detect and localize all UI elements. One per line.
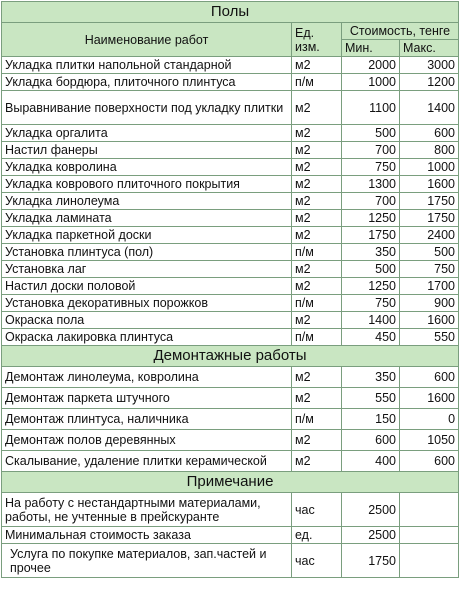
cell-unit: п/м: [292, 409, 342, 430]
cell-max: [400, 527, 459, 544]
cell-min: 1100: [342, 91, 400, 125]
cell-unit: м2: [292, 142, 342, 159]
cell-name: Выравнивание поверхности под укладку плитки: [2, 91, 292, 125]
cell-unit: м2: [292, 430, 342, 451]
demolition-rows: [2, 367, 459, 472]
cell-name: Установка плинтуса (пол): [2, 244, 292, 261]
cell-name: Окраска лакировка плинтуса: [2, 329, 292, 346]
cell-min: 750: [342, 295, 400, 312]
cell-name: Скалывание, удаление плитки керамической: [2, 451, 292, 472]
table-row: [2, 74, 459, 91]
cell-min: 1400: [342, 312, 400, 329]
table-row: [2, 91, 459, 125]
table-row: [2, 367, 459, 388]
table-row: [2, 527, 459, 544]
column-header-cost: Стоимость, тенге: [342, 23, 459, 40]
cell-max: 900: [400, 295, 459, 312]
cell-max: 1750: [400, 210, 459, 227]
cell-name: Настил доски половой: [2, 278, 292, 295]
cell-min: 750: [342, 159, 400, 176]
column-header-min: Мин.: [342, 40, 400, 57]
table-row: [2, 451, 459, 472]
cell-name: На работу с нестандартными материалами, работы, не учтенные в прейскуранте: [2, 493, 292, 527]
cell-unit: час: [292, 544, 342, 578]
cell-unit: п/м: [292, 74, 342, 91]
cell-max: 1400: [400, 91, 459, 125]
cell-max: 1200: [400, 74, 459, 91]
cell-min: 500: [342, 261, 400, 278]
table-row: [2, 409, 459, 430]
cell-unit: м2: [292, 176, 342, 193]
cell-unit: м2: [292, 451, 342, 472]
cell-min: 700: [342, 193, 400, 210]
table-row: [2, 57, 459, 74]
cell-unit: ед.: [292, 527, 342, 544]
cell-unit: п/м: [292, 244, 342, 261]
cell-name: Укладка оргалита: [2, 125, 292, 142]
cell-max: [400, 493, 459, 527]
cell-min: 150: [342, 409, 400, 430]
cell-max: 3000: [400, 57, 459, 74]
column-header-row: [2, 23, 459, 40]
cell-max: 600: [400, 125, 459, 142]
cell-min: 500: [342, 125, 400, 142]
cell-min: 550: [342, 388, 400, 409]
notes-rows: [2, 493, 459, 578]
cell-name: Демонтаж паркета штучного: [2, 388, 292, 409]
cell-unit: час: [292, 493, 342, 527]
cell-unit: м2: [292, 210, 342, 227]
cell-min: 2500: [342, 493, 400, 527]
cell-name: Демонтаж линолеума, ковролина: [2, 367, 292, 388]
table-row: [2, 329, 459, 346]
column-header-name: Наименование работ: [2, 23, 292, 57]
cell-min: 1250: [342, 278, 400, 295]
cell-name: Демонтаж полов деревянных: [2, 430, 292, 451]
cell-unit: м2: [292, 227, 342, 244]
cell-min: 1750: [342, 227, 400, 244]
cell-min: 350: [342, 244, 400, 261]
cell-max: [400, 544, 459, 578]
table-row: [2, 430, 459, 451]
cell-min: 2500: [342, 527, 400, 544]
cell-max: 600: [400, 451, 459, 472]
cell-name: Укладка ковролина: [2, 159, 292, 176]
cell-min: 700: [342, 142, 400, 159]
cell-min: 400: [342, 451, 400, 472]
table-row: [2, 295, 459, 312]
table-row: [2, 142, 459, 159]
cell-min: 2000: [342, 57, 400, 74]
cell-unit: м2: [292, 278, 342, 295]
table-row: [2, 210, 459, 227]
cell-name: Укладка линолеума: [2, 193, 292, 210]
unit-line-2: изм.: [295, 39, 320, 54]
cell-min: 1750: [342, 544, 400, 578]
cell-unit: п/м: [292, 295, 342, 312]
cell-max: 600: [400, 367, 459, 388]
section-title: Примечание: [2, 472, 459, 493]
cell-max: 500: [400, 244, 459, 261]
cell-min: 1250: [342, 210, 400, 227]
cell-name: Минимальная стоимость заказа: [2, 527, 292, 544]
cell-name: Укладка коврового плиточного покрытия: [2, 176, 292, 193]
table-row: [2, 176, 459, 193]
cell-max: 1600: [400, 176, 459, 193]
cell-max: 1000: [400, 159, 459, 176]
cell-name: Укладка паркетной доски: [2, 227, 292, 244]
cell-max: 1700: [400, 278, 459, 295]
cell-max: 2400: [400, 227, 459, 244]
table-row: [2, 278, 459, 295]
table-row: [2, 261, 459, 278]
price-table: [1, 1, 459, 578]
unit-line-1: Ед.: [295, 25, 315, 40]
cell-unit: м2: [292, 159, 342, 176]
cell-max: 800: [400, 142, 459, 159]
table-row: [2, 244, 459, 261]
cell-unit: м2: [292, 388, 342, 409]
cell-name: Демонтаж плинтуса, наличника: [2, 409, 292, 430]
floors-rows: [2, 57, 459, 346]
cell-max: 1750: [400, 193, 459, 210]
table-row: [2, 227, 459, 244]
section-title: Полы: [2, 2, 459, 23]
cell-min: 600: [342, 430, 400, 451]
column-header-unit: [292, 23, 342, 57]
cell-unit: м2: [292, 312, 342, 329]
column-header-max: Макс.: [400, 40, 459, 57]
cell-unit: м2: [292, 57, 342, 74]
table-row: [2, 193, 459, 210]
cell-name: Настил фанеры: [2, 142, 292, 159]
table-row: [2, 544, 459, 578]
table-row: [2, 159, 459, 176]
cell-name: Установка лаг: [2, 261, 292, 278]
cell-min: 1000: [342, 74, 400, 91]
table-row: [2, 312, 459, 329]
cell-unit: м2: [292, 91, 342, 125]
cell-name: Укладка плитки напольной стандарной: [2, 57, 292, 74]
cell-max: 1050: [400, 430, 459, 451]
cell-name: Укладка ламината: [2, 210, 292, 227]
cell-name: Укладка бордюра, плиточного плинтуса: [2, 74, 292, 91]
cell-max: 550: [400, 329, 459, 346]
cell-min: 450: [342, 329, 400, 346]
cell-name: Услуга по покупке материалов, зап.частей и прочее: [2, 544, 292, 578]
section-header-floors: [2, 2, 459, 23]
cell-max: 1600: [400, 388, 459, 409]
section-title: Демонтажные работы: [2, 346, 459, 367]
cell-max: 1600: [400, 312, 459, 329]
cell-unit: п/м: [292, 329, 342, 346]
cell-unit: м2: [292, 125, 342, 142]
cell-name: Установка декоративных порожков: [2, 295, 292, 312]
cell-name: Окраска пола: [2, 312, 292, 329]
cell-unit: м2: [292, 261, 342, 278]
table-row: [2, 125, 459, 142]
cell-unit: м2: [292, 367, 342, 388]
cell-unit: м2: [292, 193, 342, 210]
section-header-demolition: [2, 346, 459, 367]
cell-max: 750: [400, 261, 459, 278]
cell-min: 1300: [342, 176, 400, 193]
table-row: [2, 493, 459, 527]
table-row: [2, 388, 459, 409]
cell-min: 350: [342, 367, 400, 388]
cell-max: 0: [400, 409, 459, 430]
section-header-notes: [2, 472, 459, 493]
